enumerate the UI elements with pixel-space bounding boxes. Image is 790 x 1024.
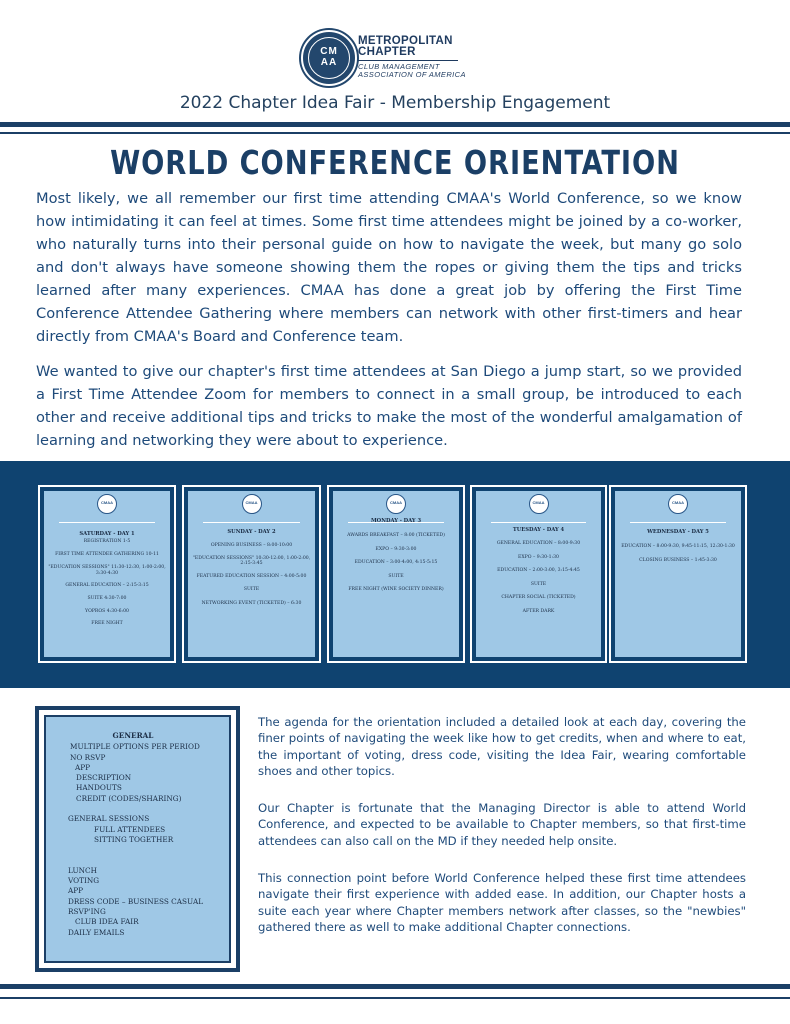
logo-line-chapter: CHAPTER [358, 46, 416, 58]
footer-divider-thin [0, 997, 790, 999]
schedule-line: AWARDS BREAKFAST – 8:00 (TICKETED) [347, 533, 445, 538]
cmaa-mini-logo-icon: CMAA [529, 494, 549, 514]
schedule-line: SUITE [243, 587, 260, 593]
logo-line-club-management: CLUB MANAGEMENT [358, 62, 440, 71]
logo-monogram: CM AA [320, 46, 338, 68]
schedule-line: SUITE 4:30-7:00 [87, 595, 127, 601]
day-heading: SATURDAY - DAY 1 [79, 531, 135, 537]
general-list-item: DAILY EMAILS [68, 927, 125, 937]
chapter-wordmark [358, 36, 478, 79]
general-list-item [48, 804, 228, 814]
schedule-line: FREE NIGHT [91, 621, 123, 627]
schedule-line: CHAPTER SOCIAL (TICKETED) [501, 595, 576, 601]
header-divider-thick [0, 122, 790, 127]
page-subtitle: 2022 Chapter Idea Fair - Membership Engagement [179, 93, 611, 113]
intro-paragraph-2: We wanted to give our chapter's first time attendees at San Diego a jump start, so we provided a First Time Attendee Zoom for members to connect in a small group, be introduced to each other and receive additional tips and tricks to make the most of the wonderful amalgamation of learning and networking they were about to experience. [36, 363, 742, 449]
details-paragraph-3: This connection point before World Conference helped these first time attendees navigate their first experience with added ease. In addition, our Chapter hosts a suite each year where Chapter members network after classes, so the "newbies" gathered there as well to make additional Chapter connections. [258, 871, 746, 934]
general-list-item: DESCRIPTION [76, 773, 132, 783]
schedule-line: AFTER DARK [522, 608, 555, 614]
cmaa-mini-logo-icon: CMAA [242, 494, 262, 514]
general-list [48, 731, 228, 938]
schedule-line: EDUCATION – 2:00-3:00, 3:15-4:45 [497, 568, 580, 574]
intro-paragraph-1: Most likely, we all remember our first time attending CMAA's World Conference, so we know how intimidating it can feel at times. Some first time attendees might be joined by a co-worker, who naturally turns into their personal guide on how to navigate the week, but many go solo and don't always have someone showing them the ropes or giving them the tips and tricks learned after many experiences. CMAA has done a great job by offering the First Time Conference Attendee Gathering where members can network with other first-timers and hear directly from CMAA's Board and Conference team. [36, 190, 742, 345]
general-list-item [48, 856, 228, 866]
general-list-item: SITTING TOGETHER [94, 834, 174, 844]
day-schedule [618, 544, 738, 568]
general-list-item: VOTING [68, 876, 100, 886]
day-heading: SUNDAY - DAY 2 [227, 529, 276, 535]
day-card-5 [609, 485, 747, 663]
schedule-line: EDUCATION – 8:00-9:30, 9:45-11:15, 12:30-1:30 [621, 544, 735, 549]
day-schedule [47, 539, 167, 632]
general-list-item: RSVP'ING [68, 907, 106, 917]
day-schedule [191, 543, 312, 612]
general-list-item: FULL ATTENDEES [94, 824, 166, 834]
cmaa-mini-logo-icon: CMAA [668, 494, 688, 514]
logo-line-association: ASSOCIATION OF AMERICA [358, 70, 466, 79]
day-heading: TUESDAY - DAY 4 [512, 527, 565, 533]
general-list-item: GENERAL SESSIONS [68, 814, 150, 824]
general-list-item: CLUB IDEA FAIR [75, 917, 139, 927]
day-schedule [336, 533, 456, 598]
day-card-2 [182, 485, 321, 663]
schedule-line: YOPROS 4:30-6:00 [85, 608, 129, 614]
general-list-item: APP [68, 886, 84, 896]
schedule-line: FEATURED EDUCATION SESSION – 4:00-5:00 [196, 573, 307, 579]
schedule-line: "EDUCATION SESSIONS" 10:30-12:00, 1:00-2:00, 2:15-3:45 [192, 555, 311, 567]
day-card-4 [470, 485, 607, 663]
day-card-3 [327, 485, 465, 663]
schedule-line: SUITE [530, 581, 547, 587]
day-schedule [479, 541, 598, 620]
day-heading: MONDAY - DAY 3 [370, 518, 422, 524]
cmaa-mini-logo-icon: CMAA [386, 494, 406, 514]
schedule-line: GENERAL EDUCATION – 2:15-3:15 [65, 583, 149, 589]
header-divider-thin [0, 132, 790, 134]
schedule-line: SUITE [388, 573, 404, 579]
schedule-line: "EDUCATION SESSIONS" 11:30-12:30, 1:00-2:00, 3:30-4:30 [48, 565, 166, 576]
general-list-item: LUNCH [68, 865, 97, 875]
logo-line-metropolitan: METROPOLITAN [358, 35, 453, 47]
general-title: GENERAL [112, 731, 154, 740]
schedule-line: EXPO – 9:30-3:00 [375, 546, 417, 552]
page-title: WORLD CONFERENCE ORIENTATION [110, 143, 680, 182]
general-list-item: HANDOUTS [76, 783, 122, 793]
general-list-item: MULTIPLE OPTIONS PER PERIOD [70, 742, 200, 752]
day-heading: WEDNESDAY - DAY 5 [647, 529, 709, 535]
general-list-item: NO RSVP [70, 752, 106, 762]
general-list-item: APP [75, 762, 91, 772]
schedule-line: OPENING BUSINESS – 8:00-10:00 [210, 543, 293, 548]
details-paragraph-1: The agenda for the orientation included a detailed look at each day, covering the finer points of navigating the week like how to get credits, when and where to eat, the important of voting, dress code, visiting the Idea Fair, wearing comfortable shoes and other topics. [258, 715, 746, 778]
general-list-item [48, 845, 228, 855]
cmaa-seal-logo [301, 30, 357, 86]
details-paragraph-2: Our Chapter is fortunate that the Managing Director is able to attend World Conference, and expected to be available to Chapter members, so that first-time attendees can also call on the MD if they needed help onsite. [258, 801, 746, 848]
schedule-line: NETWORKING EVENT (TICKETED) – 6:30 [201, 600, 302, 606]
schedule-line: EDUCATION – 3:00-4:00, 4:15-5:15 [354, 560, 438, 566]
day-card-1 [38, 485, 176, 663]
schedule-line: REGISTRATION 1-5 [83, 539, 131, 544]
general-list-item: DRESS CODE – BUSINESS CASUAL [68, 896, 204, 906]
cmaa-mini-logo-icon: CMAA [97, 494, 117, 514]
schedule-line: GENERAL EDUCATION – 8:00-9:30 [496, 541, 581, 546]
general-list-item: CREDIT (CODES/SHARING) [76, 793, 182, 803]
schedule-line: CLOSING BUSINESS – 1:45-3:30 [639, 557, 717, 563]
schedule-line: FIRST TIME ATTENDEE GATHERING 10-11 [55, 551, 159, 557]
schedule-line: EXPO – 9:30-1:30 [518, 554, 559, 560]
footer-divider-thick [0, 984, 790, 989]
schedule-line: FREE NIGHT (WINE SOCIETY DINNER) [348, 587, 444, 593]
